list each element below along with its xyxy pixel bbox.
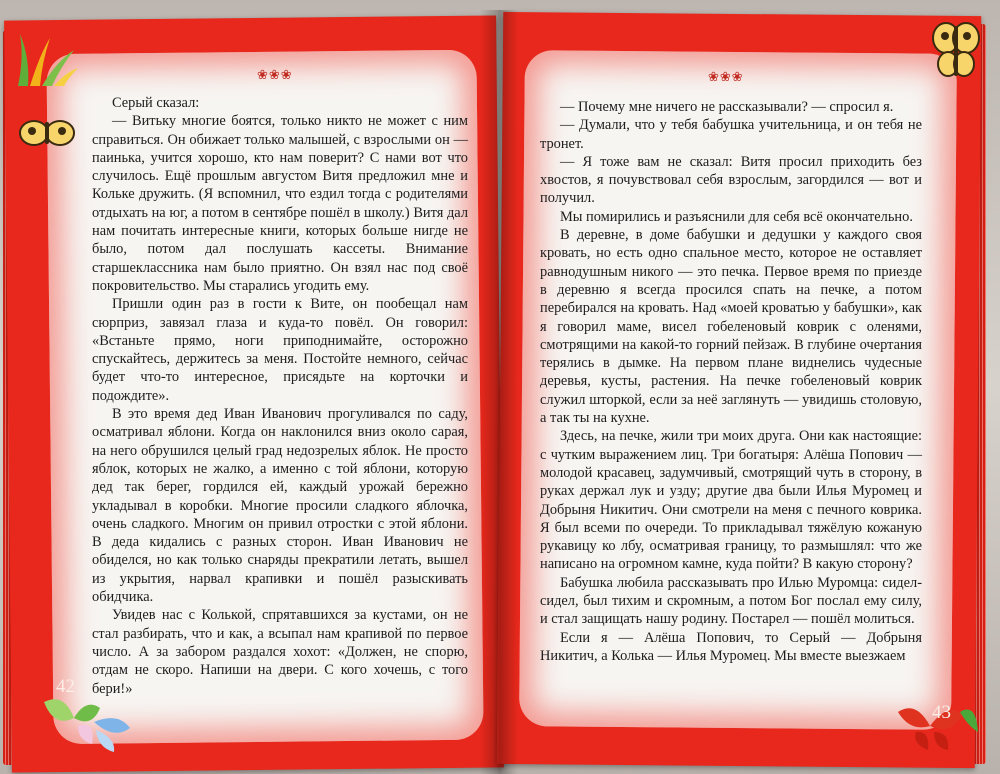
paragraph: — Витьку многие боятся, только никто не может с ним справиться. Он обижает только малышей, с взрослыми он — паинька, учится хорошо, кто нам поверит? С нами вот что случилось. Ещё прошлым августом Витя предложил мне и Кольке дружить. (Я вспомнил, что ездил тогда с родителями отдыхать на юг, а потом в сентябре пошёл в школу.) Витя дал нам почитать интересные книги, которых больше нигде не было, потом дал послушать кассеты. Внимание старшеклассника нам было приятно. Он взял нас под своё покровительство. Мы старались угодить ему. (92, 113, 468, 294)
book-gutter (480, 10, 518, 774)
paragraph: Увидев нас с Колькой, спрятавшихся за кустами, он не стал разбирать, что и как, а всыпал нам крапивой по первое число. А за забором раздался хохот: «Должен, не спорю, отдам не скоро. Напиши на двери. С кого хочешь, с того бери!» (92, 607, 468, 697)
left-page-text (92, 94, 468, 698)
paragraph: Здесь, на печке, жили три моих друга. Они как настоящие: с чутким выражением лиц. Три богатыря: Алёша Попович — молодой красавец, задумчивый, смотрящий чуть в сторону, в руках держал лук и узду; другие два были Илья Муромец и Добрыня Никитич. Они смотрели на меня с печного коврика. Я был всеми по очереди. То прикладывал тяжёлую кожаную рукавицу ко лбу, осматривая границу, то размышлял: что же написано на огромном камне, куда пойти? В какую сторону? (540, 428, 922, 573)
right-ornament: ❀❀❀ (708, 70, 744, 85)
paragraph: Пришли один раз в гости к Вите, он пообещал нам сюрприз, завязал глаза и куда-то повёл. Он говорил: «Встаньте прямо, ноги приподнимайте, осторожно спускайтесь, держитесь за меня. Постойте немного, сейчас будет что-то интересное, присядьте на корточки и подождите». (92, 296, 468, 404)
left-ornament: ❀❀❀ (257, 68, 293, 83)
right-page-number: 43 (932, 702, 951, 723)
paragraph: Мы помирились и разъяснили для себя всё окончательно. (560, 208, 913, 225)
paragraph: В это время дед Иван Иванович прогуливался по саду, осматривал яблони. Когда он наклонился вниз около сарая, на него обрушился целый град недозрелых яблок. Не просто яблок, которых не жалко, а именно с той яблони, которую дед так берег, гордился ей, каждый урожай бережно укладывал в коробки. Многие просили сладкого яблочка, очень сладкого. Многим он привил отростки с этой яблони. В деда кидались с разных сторон. Иван Иванович не обиделся, но как только снаряды прекратили летать, вышел из укрытия, нарвал крапивки и пошёл разыскивать обидчика. (92, 406, 468, 606)
grass-icon (10, 28, 80, 88)
paragraph: Серый сказал: (112, 95, 200, 111)
butterfly-icon (930, 20, 982, 82)
paragraph: — Думали, что у тебя бабушка учительница, и он тебя не тронет. (540, 117, 922, 152)
butterfly-icon (18, 116, 76, 150)
paragraph: — Почему мне ничего не рассказывали? — спросил я. (560, 99, 894, 115)
paragraph: В деревне, в доме бабушки и дедушки у каждого своя кровать, но есть одно спальное место, которое не оставляет равнодушным никого — это печка. Первое время по приезде в деревню я всегда просился спать на печке, а потом перебирался на кровать. Над «моей кроватью у бабушки», как я говорил маме, висел гобеленовый коврик с оленями, смотрящими на какой-то горний пейзаж. В глубине очертания терялись в дымке. На первом плане виднелись чудесные деревья, кусты, растения. На печке гобеленовый коврик служил шторкой, если за неё заглянуть — увидишь столовую, а так ты на кухне. (540, 227, 922, 427)
paragraph: — Я тоже вам не сказал: Витя просил приходить без хвостов, я почувствовал себя взрослым, загордился — вот и получил. (540, 153, 922, 207)
paragraph: Если я — Алёша Попович, то Серый — Добрыня Никитич, а Колька — Илья Муромец. Мы вместе выезжаем (540, 629, 922, 664)
right-page-text (540, 98, 922, 665)
paragraph: Бабушка любила рассказывать про Илью Муромца: сидел-сидел, был тихим и скромным, а потом Бог послал ему силу, и стал защищать нашу родину. Постарел — пошёл молиться. (540, 574, 922, 628)
left-page-number: 42 (56, 676, 75, 697)
